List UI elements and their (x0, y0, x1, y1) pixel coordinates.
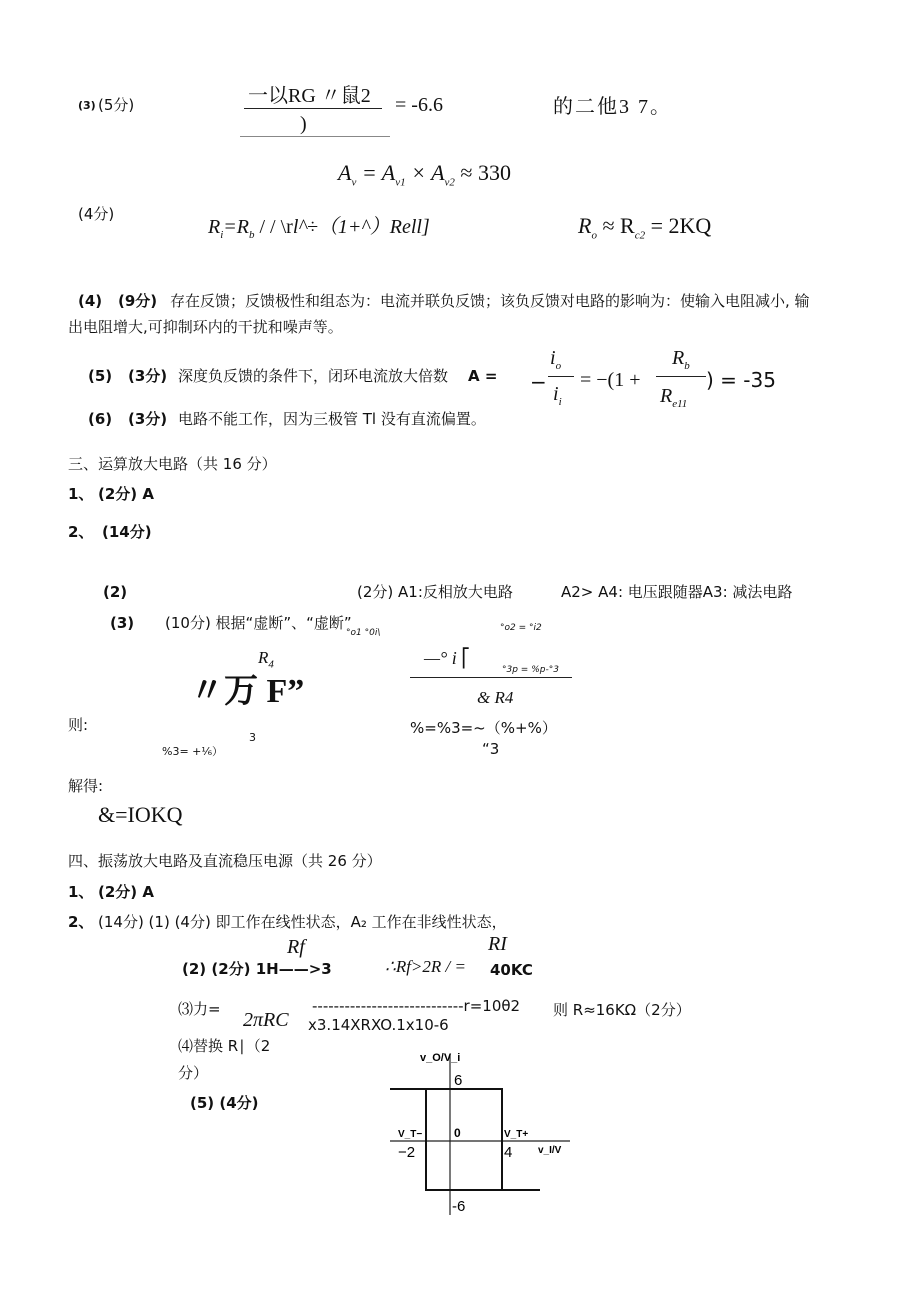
io-symbol: $i_o$ (550, 347, 562, 372)
q6-text: 电路不能工作，因为三极管 Tl 没有直流偏置。 (178, 410, 486, 428)
s4-p2-val: 40KC (490, 961, 533, 979)
vt-minus-label: V_T− (398, 1129, 423, 1140)
left-threshold: −2 (398, 1144, 416, 1161)
hysteresis-graph (380, 1045, 580, 1220)
rb-re-bar (656, 376, 706, 377)
s3-q2-2-answer2: A2> A4: 电压跟随器A3: 减法电路 (561, 583, 793, 601)
big-formula: 〃万 F” (190, 673, 305, 710)
s4-p3-den: x3.14XRXO.1x10-6 (308, 1016, 449, 1034)
fraction-denominator: ) (300, 113, 307, 135)
r4-symbol: $R_4$ (258, 648, 274, 671)
q4-score: (9分) (118, 292, 158, 310)
right-threshold: 4 (504, 1144, 513, 1161)
s4-q2: (14分) (1) (4分) 即工作在线性状态，A₂ 工作在非线性状态， (98, 913, 507, 931)
rb-symbol: $R_b$ (672, 347, 690, 372)
q4-label: (4) (78, 292, 103, 310)
frac-top: —° i ⎡ (424, 648, 471, 668)
result-value: = -6.6 (395, 94, 443, 116)
y-axis-label: v_O/V_i (420, 1052, 461, 1064)
ri-formula: $R_i=R_b$ / / \rl^÷（1+^）Rell] (208, 216, 430, 241)
q4-line1: 存在反馈；反馈极性和组态为：电流并联负反馈；该负反馈对电路的影响为：使输入电阻减小, 输 (170, 292, 810, 310)
section-4-title: 四、振荡放大电路及直流稳压电源（共 26 分） (68, 852, 382, 870)
s4-p3-dash: ----------------------------r=10θ2 (312, 997, 521, 1015)
fraction-bar (244, 108, 382, 109)
minus-sign: − (530, 370, 547, 394)
s4-p2-mid: ∴Rf>2R / = (385, 957, 466, 976)
s3-small-note: °o1 °0i\ (346, 628, 381, 638)
solve-answer: &=IOKQ (98, 802, 183, 827)
q5-result: ) = -35 (706, 368, 776, 392)
q5-label: (5) (88, 367, 113, 385)
frac-top2: °3p = %p-°3 (502, 665, 559, 675)
s4-p3: ⑶力= (178, 1000, 221, 1018)
q5-a: A = (468, 367, 498, 385)
q6-score: (3分) (128, 410, 168, 428)
s4-p3-frac: 2πRC (243, 1009, 289, 1031)
y-bottom-label: -6 (452, 1198, 466, 1215)
s3-small-note2: °o2 = °i2 (500, 623, 542, 633)
underline (240, 136, 390, 137)
y-top-label: 6 (454, 1072, 463, 1089)
ri-symbol: RI (488, 933, 507, 955)
fraction-bar-2 (410, 677, 572, 678)
s4-q2-num: 2、 (68, 913, 94, 931)
ri-score: (4分) (78, 205, 115, 223)
sup-3: 3 (249, 731, 256, 744)
q6-label: (6) (88, 410, 113, 428)
s3-q1-num: 1、 (68, 485, 94, 503)
equation-2: %=%3=~（%+%） (410, 719, 557, 737)
x-axis-label: v_I/V (538, 1145, 562, 1156)
s4-p2: (2) (2分) 1H——>3 (182, 960, 332, 978)
q5-mid: = −(1 + (580, 369, 641, 391)
section-3-title: 三、运算放大电路（共 16 分） (68, 455, 277, 473)
s4-q1-num: 1、 (68, 883, 94, 901)
s3-q2: (14分) (102, 523, 152, 541)
s4-p4b: 分） (178, 1064, 209, 1082)
ro-formula: $R_o \approx R_{c2} = 2KQ$ (578, 213, 712, 242)
item-3-score: (5分) (98, 96, 135, 114)
equation-2b: “3 (482, 740, 500, 758)
item-3-label: (3) (78, 99, 96, 112)
q4-line2: 出电阻增大,可抑制环内的干扰和噪声等。 (68, 318, 343, 336)
s3-q2-2-answer: (2分) A1:反相放大电路 (357, 583, 513, 601)
frac-bottom: & R4 (477, 688, 514, 707)
re-symbol: $R_{e11}$ (660, 385, 688, 410)
av-formula: $A_v = A_{v1} \times A_{v2} \approx 330$ (338, 160, 511, 189)
q5-text: 深度负反馈的条件下，闭环电流放大倍数 (178, 367, 449, 385)
q5-score: (3分) (128, 367, 168, 385)
rf-symbol: Rf (287, 936, 305, 958)
s3-q1: (2分) A (98, 485, 154, 503)
s3-q2-num: 2、 (68, 523, 94, 541)
io-ii-bar (548, 376, 574, 377)
then-label: 则: (68, 716, 89, 734)
ii-symbol: $i_i$ (553, 383, 562, 408)
s3-q2-3-text: (10分) 根据“虚断”、“虚断” (165, 614, 352, 632)
side-text: 的二他3 7。 (553, 96, 672, 118)
s4-p3-then: 则 R≈16KΩ（2分） (553, 1001, 691, 1019)
small-equation: %3= +¹⁄₆） (162, 745, 224, 758)
solve-label: 解得: (68, 777, 104, 795)
s3-q2-3-label: (3) (110, 614, 135, 632)
fraction-numerator: 一以RG 〃鼠2 (248, 85, 371, 107)
s3-q2-2-label: (2) (103, 583, 128, 601)
origin-label: 0 (454, 1126, 461, 1140)
vt-plus-label: V_T+ (504, 1129, 529, 1140)
s4-q1: (2分) A (98, 883, 154, 901)
s4-p5: (5) (4分) (190, 1094, 259, 1112)
hysteresis-loop (426, 1089, 502, 1190)
s4-p4: ⑷替换 R∣（2 (178, 1037, 271, 1055)
